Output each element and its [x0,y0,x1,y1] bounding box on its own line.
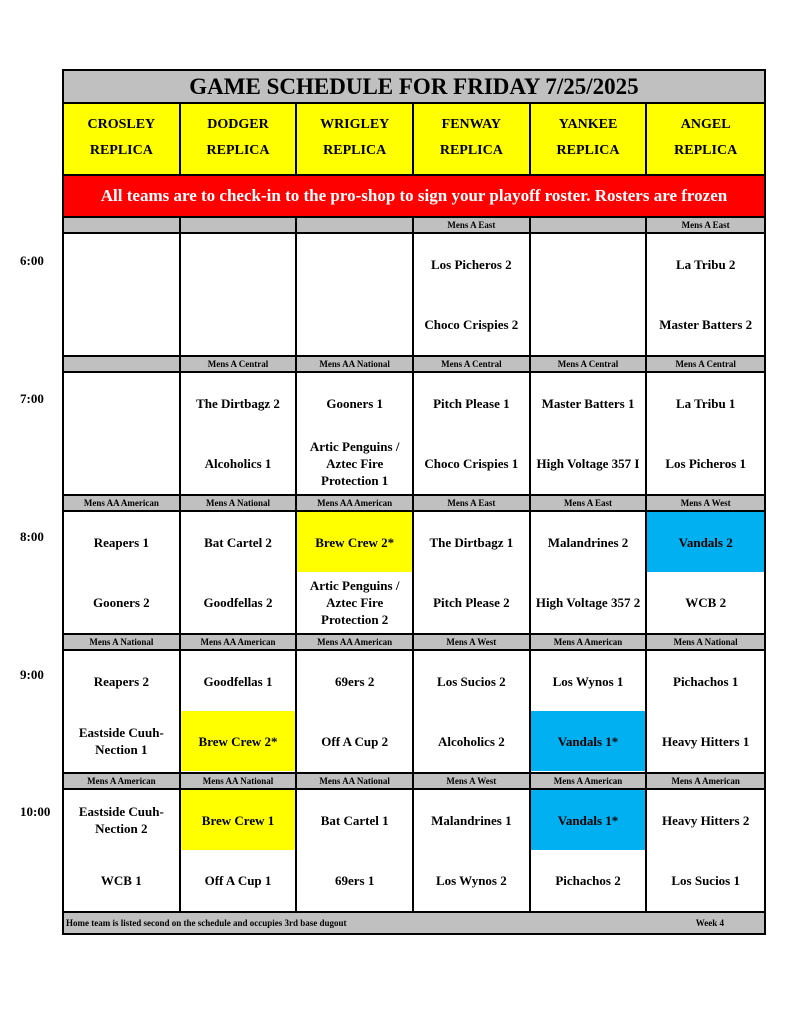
division-label: Mens A National [673,637,738,647]
home-team: Off A Cup 1 [204,872,272,888]
division-label: Mens A East [531,496,648,510]
division-row [64,496,764,512]
game-cell [297,651,414,772]
away-team: Bat Cartel 1 [320,812,389,828]
away-team: Malandrines 1 [431,812,512,828]
field-name: CROSLEY [87,117,156,132]
division-label: Mens A Central [531,357,648,371]
field-header [531,104,648,174]
game-cell [647,234,764,355]
home-team: High Voltage 357 2 [535,594,641,610]
division-label: Mens AA American [181,635,298,649]
game-cell [181,512,298,633]
home-team: Pichachos 2 [555,872,621,888]
game-row [64,790,764,913]
home-team: Eastside Cuuh-Nection 1 [78,725,164,757]
home-team: 69ers 1 [335,872,375,888]
home-team [297,294,412,354]
away-team: Brew Crew 2* [297,512,412,572]
home-team: Gooners 2 [92,594,150,610]
game-cell [181,790,298,911]
game-cell [531,234,648,355]
home-team [531,294,646,354]
game-cell [531,790,648,911]
home-team: Goodfellas 2 [203,594,273,610]
field-header [181,104,298,174]
field-header-row [64,104,764,176]
schedule-table [62,69,766,935]
game-cell [531,373,648,494]
week-label: Week 4 [695,918,724,928]
field-header [64,104,181,174]
away-team: Gooners 1 [326,395,384,411]
away-team: La Tribu 1 [675,395,736,411]
division-label: Mens A West [680,498,731,508]
game-cell [297,512,414,633]
field-header [647,104,764,174]
schedule-title: GAME SCHEDULE FOR FRIDAY 7/25/2025 [64,71,764,104]
division-label: Mens AA National [297,774,414,788]
home-team: Los Sucios 1 [671,872,740,888]
away-team: Los Sucios 2 [437,673,506,689]
game-cell [64,373,181,494]
game-cell [647,373,764,494]
division-label: Mens A West [414,635,531,649]
time-label: 8:00 [20,529,44,544]
away-team: Master Batters 1 [541,395,635,411]
game-cell [64,234,181,355]
division-label [297,218,414,232]
division-label: Mens AA National [181,774,298,788]
game-cell [647,790,764,911]
away-team: Eastside Cuuh-Nection 2 [78,804,164,836]
away-team [181,234,296,294]
game-cell [64,651,181,772]
away-team: The Dirtbagz 1 [429,534,514,550]
home-team [181,294,296,354]
field-name: DODGER [207,117,269,132]
away-team: Vandals 1* [531,790,646,850]
away-team [531,234,646,294]
away-team: Reapers 1 [93,534,149,550]
away-team [64,373,179,433]
field-header [414,104,531,174]
game-cell [647,512,764,633]
home-team: Heavy Hitters 1 [662,733,750,749]
home-team: Vandals 1* [531,711,646,771]
away-team: Bat Cartel 2 [204,534,272,550]
away-team: Pichachos 1 [673,673,739,689]
game-cell [531,512,648,633]
game-cell [64,512,181,633]
division-label: Mens A East [414,496,531,510]
division-row [64,774,764,790]
game-cell [414,512,531,633]
division-label: Mens A National [64,635,181,649]
time-label: 6:00 [20,253,44,268]
home-team: Master Batters 2 [659,316,753,332]
field-sub: REPLICA [323,143,387,158]
division-label: Mens AA National [297,357,414,371]
division-label: Mens AA American [64,496,181,510]
game-cell [297,234,414,355]
time-label: 7:00 [20,391,44,406]
away-team: Brew Crew 1 [181,790,296,850]
division-label: Mens A American [671,776,740,786]
home-team: Choco Crispies 1 [424,455,519,471]
game-cell [647,651,764,772]
away-team: Goodfellas 1 [203,673,273,689]
division-label [181,218,298,232]
home-team: Alcoholics 1 [204,455,272,471]
home-team [64,294,179,354]
home-team: WCB 1 [100,872,142,888]
away-team: Heavy Hitters 2 [662,812,750,828]
away-team: 69ers 2 [335,673,375,689]
away-team: Vandals 2 [647,512,764,572]
away-team: Los Wynos 1 [552,673,624,689]
game-row [64,234,764,357]
home-team: Los Wynos 2 [435,872,507,888]
division-label: Mens A American [64,774,181,788]
time-label: 10:00 [20,804,51,819]
field-header [297,104,414,174]
home-team: Artic Penguins / Aztec Fire Protection 1 [309,438,400,488]
time-slots [64,218,764,913]
home-team: Choco Crispies 2 [424,316,519,332]
footer-note: Home team is listed second on the schedule and occupies 3rd base dugout [66,918,347,928]
game-cell [414,790,531,911]
game-cell [297,373,414,494]
home-team: WCB 2 [685,594,727,610]
away-team: Los Picheros 2 [431,256,512,272]
game-cell [181,234,298,355]
division-row [64,218,764,234]
game-row [64,651,764,774]
home-team: Artic Penguins / Aztec Fire Protection 2 [309,577,400,627]
division-label [64,357,181,371]
game-cell [181,373,298,494]
field-name: ANGEL [680,117,731,132]
away-team [64,234,179,294]
away-team: La Tribu 2 [675,256,736,272]
home-team: Los Picheros 1 [665,455,747,471]
away-team [297,234,412,294]
division-label: Mens AA American [297,635,414,649]
division-label [531,218,648,232]
game-cell [297,790,414,911]
game-row [64,512,764,635]
division-label: Mens A East [414,218,531,232]
field-sub: REPLICA [556,143,620,158]
division-label: Mens A American [531,635,648,649]
field-sub: REPLICA [206,143,270,158]
away-team: Reapers 2 [93,673,149,689]
notice-banner: All teams are to check-in to the pro-shop to sign your playoff roster. Rosters are frozen [64,176,764,218]
division-label: Mens A East [681,220,730,230]
away-team: Malandrines 2 [547,534,629,550]
home-team: Pitch Please 2 [433,594,510,610]
field-sub: REPLICA [439,143,503,158]
away-team: Pitch Please 1 [433,395,510,411]
division-label: Mens A Central [675,359,736,369]
division-label: Mens A National [181,496,298,510]
division-label: Mens A West [414,774,531,788]
game-cell [531,651,648,772]
home-team [64,433,179,493]
division-row [64,357,764,373]
game-cell [181,651,298,772]
game-cell [414,651,531,772]
footer [64,913,764,933]
time-label: 9:00 [20,667,44,682]
division-label: Mens AA American [297,496,414,510]
home-team: Off A Cup 2 [321,733,389,749]
game-cell [414,234,531,355]
home-team: Alcoholics 2 [437,733,505,749]
home-team: High Voltage 357 I [536,455,640,471]
game-cell [414,373,531,494]
division-row [64,635,764,651]
game-cell [64,790,181,911]
division-label: Mens A Central [181,357,298,371]
field-name: WRIGLEY [320,117,390,132]
home-team: Brew Crew 2* [181,711,296,771]
division-label: Mens A Central [414,357,531,371]
division-label: Mens A American [531,774,648,788]
field-sub: REPLICA [674,143,738,158]
field-name: FENWAY [441,117,502,132]
field-sub: REPLICA [89,143,153,158]
division-label [64,218,181,232]
field-name: YANKEE [558,117,618,132]
away-team: The Dirtbagz 2 [196,395,280,411]
game-row [64,373,764,496]
